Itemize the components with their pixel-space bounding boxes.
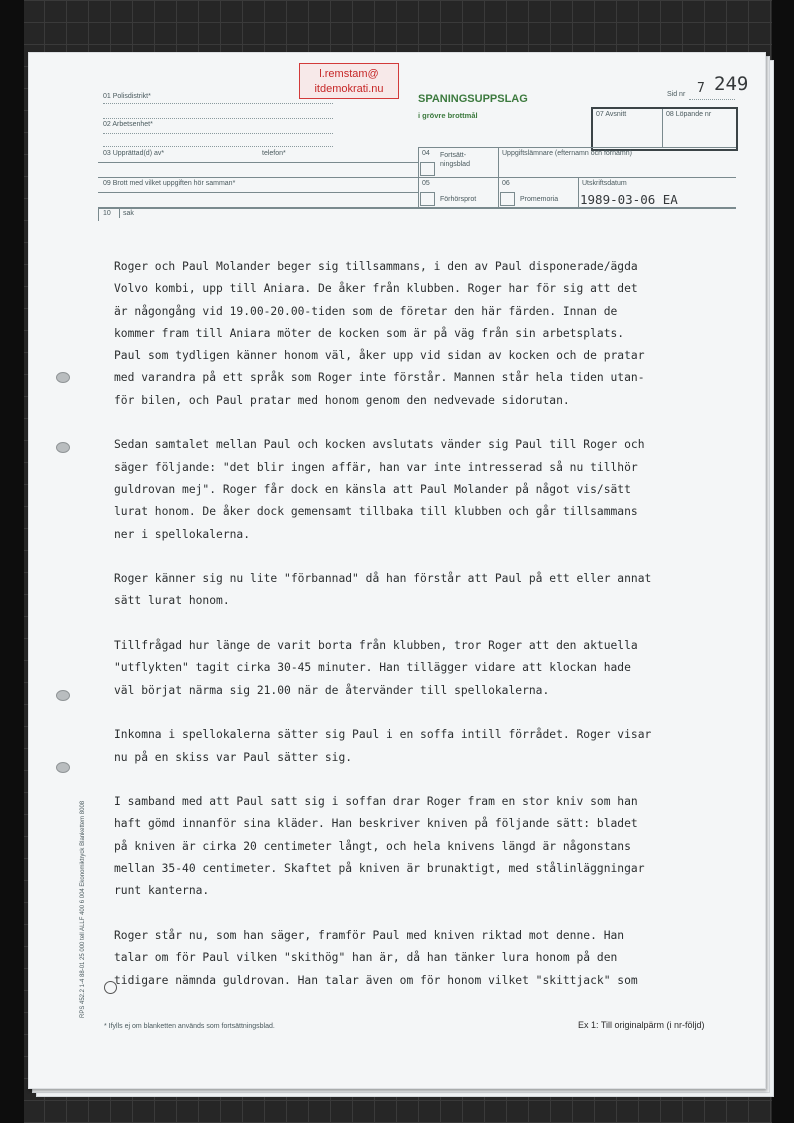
body-paragraph bbox=[114, 256, 714, 412]
body-line: I samband med att Paul satt sig i soffan drar Roger fram en stor kniv som han bbox=[114, 795, 638, 809]
body-paragraph bbox=[114, 434, 714, 545]
arbetsenhet-line-top bbox=[103, 118, 333, 119]
field-promemoria: Promemoria bbox=[520, 196, 559, 203]
punch-hole bbox=[56, 372, 70, 383]
punch-hole bbox=[56, 690, 70, 701]
field-lopande: 08 Löpande nr bbox=[666, 111, 712, 118]
body-line: Inkomna i spellokalerna sätter sig Paul i en soffa intill förrådet. Roger visar bbox=[114, 728, 652, 742]
body-line: runt kanterna. bbox=[114, 884, 210, 898]
punch-hole bbox=[56, 442, 70, 453]
field-fortsattningsblad: Fortsätt- ningsblad bbox=[440, 152, 470, 168]
page-number: 249 bbox=[714, 73, 749, 95]
watermark-line: itdemokrati.nu bbox=[314, 83, 384, 95]
form-title: SPANINGSUPPSLAG bbox=[418, 93, 528, 105]
form-rule bbox=[418, 147, 736, 148]
form-divider bbox=[98, 207, 99, 221]
field-telefon: telefon* bbox=[262, 150, 286, 157]
form-divider bbox=[119, 207, 120, 218]
promemoria-checkbox[interactable] bbox=[500, 192, 515, 206]
arbetsenhet-line bbox=[103, 133, 333, 134]
body-line: Volvo kombi, upp till Aniara. De åker från klubben. Roger har för sig att det bbox=[114, 282, 638, 296]
body-line: kommer fram till Aniara möter de kocken som är på väg från sin arbetsplats. bbox=[114, 326, 625, 340]
polisdistrikt-line bbox=[103, 103, 333, 104]
field-06: 06 bbox=[502, 180, 510, 187]
body-line: Tillfrågad hur länge de varit borta från klubben, tror Roger att den aktuella bbox=[114, 639, 638, 653]
body-paragraph bbox=[114, 724, 714, 769]
report-body bbox=[114, 256, 714, 1014]
field-brott: 09 Brott med vilket uppgiften hör samman* bbox=[103, 180, 236, 187]
field-05: 05 bbox=[422, 180, 430, 187]
body-line: för bilen, och Paul pratar med honom genom den nedvevade sidorutan. bbox=[114, 393, 570, 407]
watermark-line: l.remstam@ bbox=[319, 68, 379, 80]
forhorsprot-checkbox[interactable] bbox=[420, 192, 435, 206]
sid-label: Sid nr bbox=[667, 91, 686, 98]
body-paragraph bbox=[114, 925, 714, 992]
field-avsnitt: 07 Avsnitt bbox=[596, 111, 627, 118]
field-uppgiftslamnare: Uppgiftslämnare (efternamn och förnamn) bbox=[502, 150, 632, 157]
scan-border-right bbox=[772, 0, 794, 1123]
body-line: Roger känner sig nu lite "förbannad" då han förstår att Paul på ett eller annat bbox=[114, 572, 652, 586]
body-line: lurat honom. De åker dock gemensamt tillbaka till klubben och går tillsammans bbox=[114, 505, 638, 519]
fortsattningsblad-checkbox[interactable] bbox=[420, 162, 435, 176]
upprattad-line-top bbox=[103, 146, 333, 147]
margin-circle-mark bbox=[104, 981, 117, 994]
scan-border-left bbox=[0, 0, 24, 1123]
body-line: sätt lurat honom. bbox=[114, 594, 230, 608]
field-utskriftsdatum: Utskriftsdatum bbox=[582, 180, 627, 187]
form-divider bbox=[578, 177, 579, 207]
utskriftsdatum-value: 1989-03-06 EA bbox=[580, 192, 678, 207]
body-line: på kniven är cirka 20 centimeter långt, och hela knivens längd är någonstans bbox=[114, 839, 631, 853]
body-line: nu på en skiss var Paul sätter sig. bbox=[114, 750, 353, 764]
field-sak: sak bbox=[123, 210, 134, 217]
footer-copy: Ex 1: Till originalpärm (i nr-följd) bbox=[578, 1020, 705, 1030]
field-04: 04 bbox=[422, 150, 430, 157]
watermark-stamp bbox=[299, 63, 399, 99]
field-arbetsenhet: 02 Arbetsenhet* bbox=[103, 121, 153, 128]
body-line: med varandra på ett språk som Roger inte förstår. Mannen står hela tiden utan- bbox=[114, 371, 645, 385]
body-line: haft gömd innanför sina kläder. Han beskriver kniven på följande sätt: bladet bbox=[114, 817, 638, 831]
body-line: guldrovan mej". Roger får dock en känsla att Paul Molander på något vis/sätt bbox=[114, 482, 631, 496]
field-forhorsprot: Förhörsprot bbox=[440, 196, 477, 203]
form-divider bbox=[498, 147, 499, 207]
body-line: väl börjat närma sig 21.00 när de återvänder till spellokalerna. bbox=[114, 683, 550, 697]
sid-dotted-line bbox=[689, 99, 735, 100]
footer-note: * Ifylls ej om blanketten används som fortsättningsblad. bbox=[104, 1023, 275, 1030]
body-line: tidigare nämnda guldrovan. Han talar även om för honom vilket "skittjack" som bbox=[114, 973, 638, 987]
sid-value: 7 bbox=[697, 81, 705, 96]
field-10: 10 bbox=[103, 210, 111, 217]
body-line: Sedan samtalet mellan Paul och kocken avslutats vänder sig Paul till Roger och bbox=[114, 438, 645, 452]
body-line: ner i spellokalerna. bbox=[114, 527, 251, 541]
form-rule bbox=[98, 207, 736, 209]
body-line: mellan 35-40 centimeter. Skaftet på kniven är brunaktigt, med stålinläggningar bbox=[114, 862, 645, 876]
field-upprattad: 03 Upprättad(d) av* bbox=[103, 150, 165, 157]
body-line: Roger står nu, som han säger, framför Paul med kniven riktad mot denne. Han bbox=[114, 928, 625, 942]
body-line: Paul som tydligen känner honom väl, åker upp vid sidan av kocken och de pratar bbox=[114, 349, 645, 363]
body-line: är någongång vid 19.00-20.00-tiden som de företar den här färden. Innan de bbox=[114, 304, 618, 318]
body-line: Roger och Paul Molander beger sig tillsammans, i den av Paul disponerade/ägda bbox=[114, 260, 638, 273]
body-paragraph bbox=[114, 568, 714, 613]
body-line: säger följande: "det blir ingen affär, han var inte intresserad så nu tillhör bbox=[114, 460, 638, 474]
field-polisdistrikt: 01 Polisdistrikt* bbox=[103, 93, 151, 100]
form-print-code: RPS 452.2 1-4 88-01 25 000 tell ALLF 400 6 004 Ekonomiktryck Blankettem 8008 bbox=[80, 800, 86, 1018]
body-paragraph bbox=[114, 791, 714, 902]
form-divider bbox=[418, 147, 419, 207]
body-paragraph bbox=[114, 635, 714, 702]
avsnitt-divider bbox=[662, 109, 663, 147]
punch-hole bbox=[56, 762, 70, 773]
form-subtitle: i grövre brottmål bbox=[418, 111, 478, 120]
form-rule bbox=[98, 162, 418, 163]
form-rule bbox=[98, 192, 418, 193]
form-rule bbox=[98, 177, 736, 178]
body-line: "utflykten" tagit cirka 30-45 minuter. Han tillägger vidare att klockan hade bbox=[114, 661, 631, 675]
body-line: talar om för Paul vilken "skithög" han är, då han tänker lura honom på den bbox=[114, 951, 618, 965]
